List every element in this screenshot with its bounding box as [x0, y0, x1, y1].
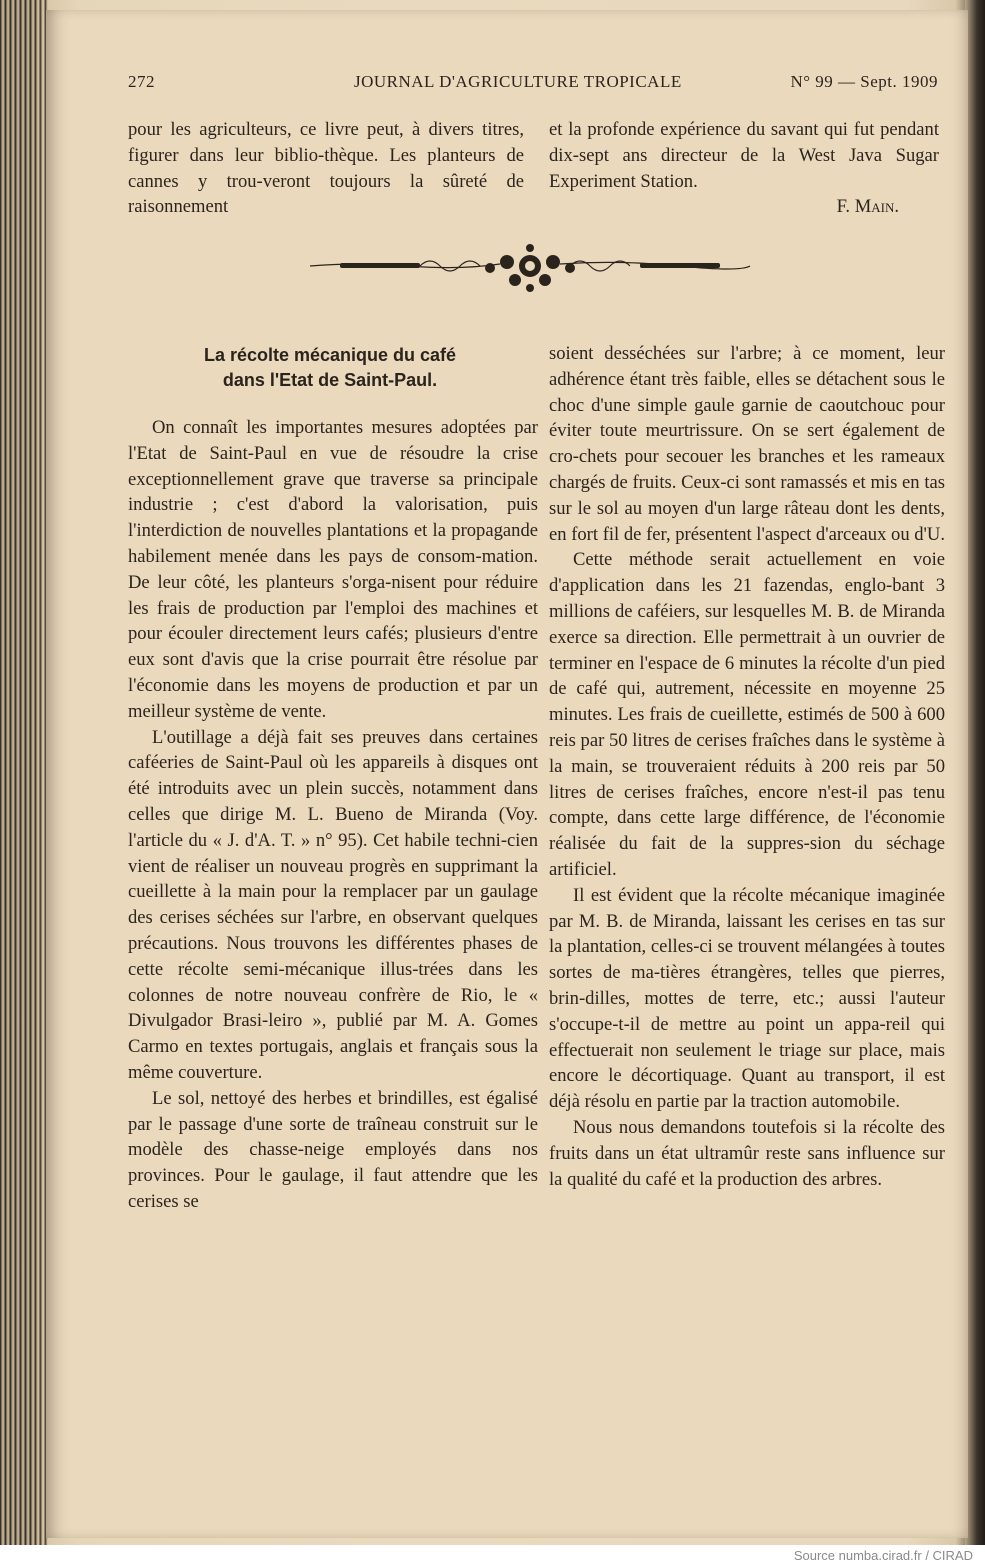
journal-title: JOURNAL D'AGRICULTURE TROPICALE [354, 72, 682, 91]
article-title-line-2: dans l'Etat de Saint-Paul. [222, 370, 438, 390]
paragraph: On connaît les importantes mesures adoptées par l'Etat de Saint-Paul en vue de résoudre la crise exceptionnellement grave que traverse sa principale industrie ; c'est d'abord la valorisation, puis l'interdiction de nouvelles plantations et la propagande habilement menée dans les pays de consom-mation. De leur côté, les planteurs s'orga-nisent pour réduire les frais de production par l'emploi des machines et pour écouler directement leurs cafés; plusieurs d'entre eux sont d'avis que la crise pourrait être résolue par l'économie dans les moyens de production et par un meilleur système de vente. [128, 417, 538, 722]
page-stack-edge [0, 0, 48, 1545]
paragraph: soient desséchées sur l'arbre; à ce moment, leur adhérence étant très faible, elles se détachent sous le choc d'une simple gaule garnie de caoutchouc pour éviter toute meurtrissure. On se sert également de cro-chets pour secouer les branches et les rameaux chargés de fruits. Ceux-ci sont ramassés et mis en tas sur le sol au moyen d'un large râteau dont les dents, en fort fil de fer, présentent l'aspect d'arceaux ou d'U. [549, 343, 945, 545]
source-credit: Source numba.cirad.fr / CIRAD [793, 1548, 973, 1563]
review-signature: F. Main. [836, 196, 899, 218]
paragraph: Nous nous demandons toutefois si la récolte des fruits dans un état ultramûr reste sans influence sur la qualité du café et la production des arbres. [549, 1116, 945, 1190]
paragraph: Il est évident que la récolte mécanique imaginée par M. B. de Miranda, laissant les cerises en tas sur la plantation, celles-ci se trouvent mélangées à toutes sortes de ma-tières étrangères, telles que pierres, brin-dilles, mottes de terre, etc.; aussi l'auteur s'occupe-t-il de mettre au point un appa-reil qui effectuerait non seulement le triage sur place, mais encore le décortiquage. Quant au transport, il est déjà résolu en partie par la traction automobile. [549, 884, 945, 1113]
article-title-line-1: La récolte mécanique du café [203, 345, 457, 365]
page-number: 272 [128, 72, 155, 91]
previous-review-right-column [549, 117, 939, 220]
paragraph: Cette méthode serait actuellement en voie d'application dans les 21 fazendas, englo-bant 3 millions de caféiers, sur lesquelles M. B. de Miranda exerce sa direction. Elle permettrait à un ouvrier de terminer en l'espace de 6 minutes la récolte d'un pied de café qui, autrement, nécessite en moyenne 25 minutes. Les frais de cueillette, estimés de 500 à 600 reis par 50 litres de cerises fraîches dans le système à la main, se trouveraient réduits à 200 reis par 50 litres de cerises fraîches, encore n'est-il pas tenu compte, dans cette large différence, de l'économie réalisée du fait de la suppres-sion du séchage artificiel. [549, 549, 945, 880]
article-title [140, 343, 520, 393]
previous-review-left-text: pour les agriculteurs, ce livre peut, à divers titres, figurer dans leur biblio-thèque. Les planteurs de cannes y trou-veront toujours la sûreté de raisonnement [128, 119, 524, 218]
previous-review-left-column [128, 117, 524, 220]
paragraph: Le sol, nettoyé des herbes et brindilles, est égalisé par le passage d'une sorte de traîneau construit sur le modèle des chasse-neige employés dans nos provinces. Pour le gaulage, il faut attendre que les cerises se [128, 1087, 538, 1212]
issue-number: N° 99 — Sept. 1909 [790, 72, 938, 91]
decorative-ornament-icon [300, 236, 760, 298]
article-left-column [128, 415, 538, 1215]
paragraph: L'outillage a déjà fait ses preuves dans certaines caféeries de Saint-Paul où les appareils à disques ont été introduits avec un plein succès, notamment dans celles que dirige M. L. Bueno de Miranda (Voy. l'article du « J. d'A. T. » n° 95). Cet habile techni-cien vient de réaliser un nouveau progrès en supprimant la cueillette à la main pour la remplacer par un gaulage des cerises séchées sur l'arbre, en observant quelques précautions. Nous trouvons les différentes phases de cette récolte semi-mécanique illus-trées dans les colonnes de notre nouveau confrère de Rio, le « Divulgador Brasi-leiro », publié par M. A. Gomes Carmo en textes portugais, anglais et français sous la même couverture. [128, 726, 538, 1083]
article-right-column [549, 341, 945, 1192]
binding-right-edge [965, 0, 985, 1545]
previous-review-right-text: et la profonde expérience du savant qui fut pendant dix-sept ans directeur de la West Java Sugar Experiment Station. [549, 119, 939, 192]
running-header [128, 72, 938, 100]
